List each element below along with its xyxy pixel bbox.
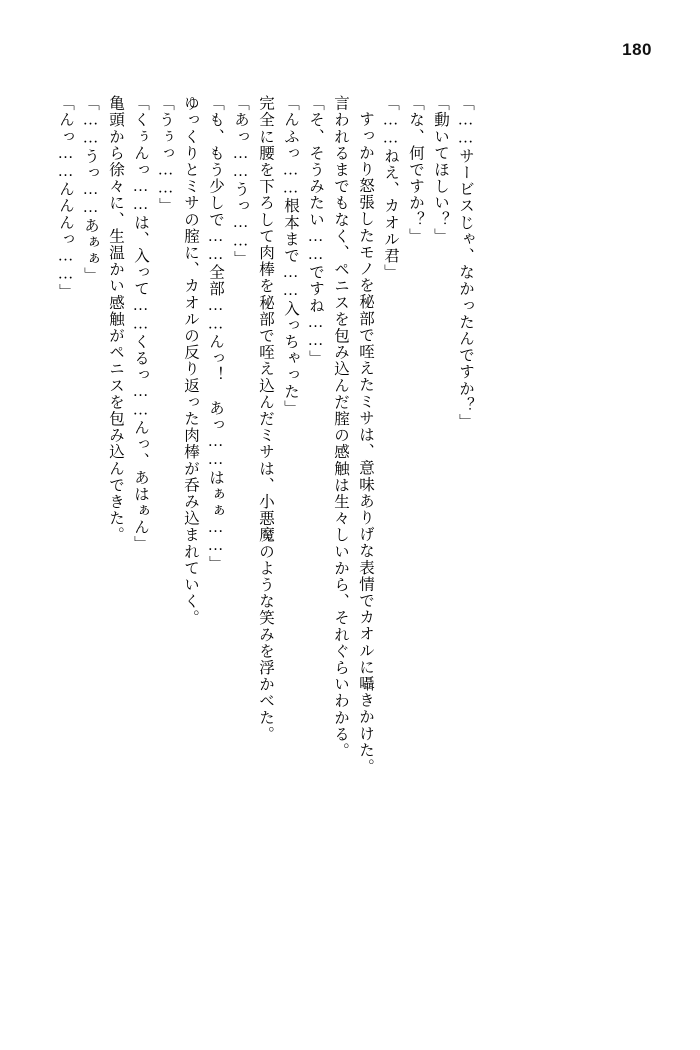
- text-line: ゆっくりとミサの腟に、カオルの反り返った肉棒が呑み込まれていく。: [182, 95, 199, 627]
- text-line: 完全に腰を下ろして肉棒を秘部で咥え込んだミサは、小悪魔のような笑みを浮かべた。: [257, 95, 274, 743]
- text-line: すっかり怒張したモノを秘部で咥えたミサは、意味ありげな表情でカオルに囁きかけた。: [357, 111, 374, 775]
- page-number: 180: [622, 40, 652, 59]
- text-line: 「動いてほしい？」: [432, 95, 449, 245]
- text-line: 「そ、そうみたい……ですね……」: [307, 95, 324, 367]
- text-line: 言われるまでもなく、ペニスを包み込んだ腟の感触は生々しいから、それぐらいわかる。: [332, 95, 349, 759]
- vertical-text-body: [48, 95, 648, 995]
- text-line: 「くぅんっ……は、入って……くるっ……んっ、あはぁん」: [132, 95, 149, 553]
- text-line: 亀頭から徐々に、生温かい感触がペニスを包み込んできた。: [107, 95, 124, 544]
- text-line: 「も、もう少しで……全部……んっ！ あっ……はぁぁ……」: [207, 95, 224, 572]
- text-line: 「んふっ……根本まで……入っちゃった」: [282, 95, 299, 417]
- text-line: 「……うっ……あぁぁ」: [82, 95, 99, 284]
- text-line: 「んっ……んんんっ……」: [57, 95, 74, 301]
- text-line: 「……サービスじゃ、なかったんですか？」: [457, 95, 474, 430]
- text-line: 「な、何ですか？」: [407, 95, 424, 245]
- text-line: 「……ねえ、カオル君」: [382, 95, 399, 281]
- text-line: 「うぅっ……」: [157, 95, 174, 215]
- text-line: 「あっ……うっ……」: [232, 95, 249, 267]
